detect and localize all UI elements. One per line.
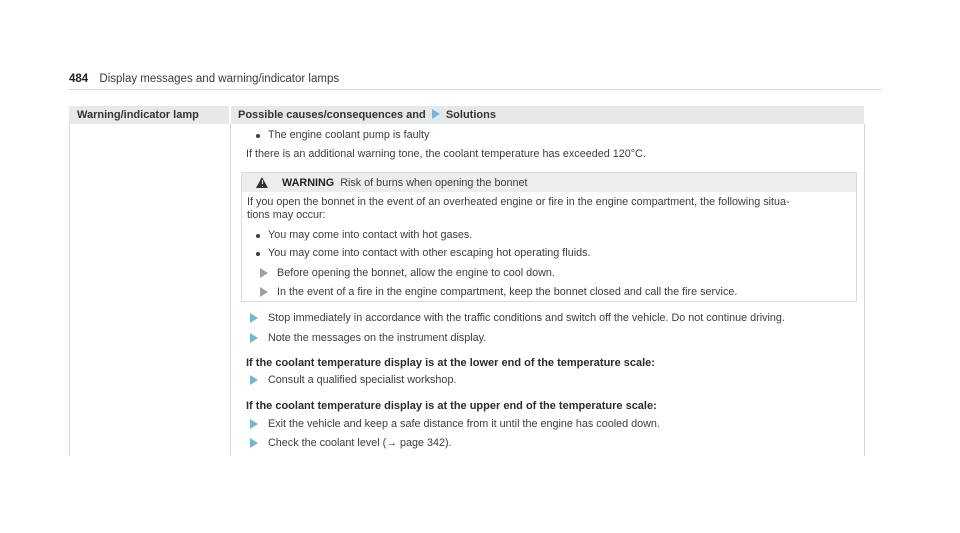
warning-step-1: Before opening the bonnet, allow the engine to cool down.	[277, 267, 555, 279]
warning-bullet-1: You may come into contact with hot gases.	[268, 229, 473, 241]
header-rule	[69, 89, 881, 90]
warning-box-header	[242, 173, 856, 192]
column-header-solutions: Solutions	[445, 109, 496, 121]
bullet-icon	[256, 252, 260, 256]
warning-body-line-2: tions may occur:	[247, 209, 326, 221]
table-column-divider	[230, 124, 231, 456]
step-arrow-icon	[250, 375, 258, 385]
step-note-messages: Note the messages on the instrument display.	[268, 332, 487, 344]
step-exit-vehicle: Exit the vehicle and keep a safe distance from it until the engine has cooled down.	[268, 418, 660, 430]
upper-end-heading: If the coolant temperature display is at the upper end of the temperature scale:	[246, 400, 657, 412]
warning-bullet-2: You may come into contact with other escaping hot operating fluids.	[268, 247, 591, 259]
step-check-coolant: Check the coolant level (→ page 342).	[268, 437, 452, 449]
step-stop-immediately: Stop immediately in accordance with the traffic conditions and switch off the vehicle. Do not continue driving.	[268, 312, 785, 324]
step-arrow-icon	[250, 333, 258, 343]
bullet-icon	[256, 234, 260, 238]
page-number: 484	[69, 73, 89, 85]
warning-step-2: In the event of a fire in the engine compartment, keep the bonnet closed and call the fire service.	[277, 286, 738, 298]
lower-end-heading: If the coolant temperature display is at the lower end of the temperature scale:	[246, 357, 655, 369]
step-arrow-icon	[250, 419, 258, 429]
bullet-icon	[256, 134, 260, 138]
warning-body-line-1: If you open the bonnet in the event of an overheated engine or fire in the engine compartment, the following situa-	[247, 196, 790, 208]
warning-exclamation-dot	[262, 186, 264, 188]
step-consult-workshop: Consult a qualified specialist workshop.	[268, 374, 457, 386]
warning-box	[241, 172, 857, 302]
page-header	[69, 73, 339, 85]
column-header-causes-solutions	[231, 106, 864, 124]
column-header-warning-lamp: Warning/indicator lamp	[69, 106, 229, 124]
warning-label: WARNING	[282, 177, 335, 189]
page-title: Display messages and warning/indicator lamps	[99, 73, 340, 85]
warning-tone-text: If there is an additional warning tone, the coolant temperature has exceeded 120°C.	[246, 148, 646, 160]
step-arrow-icon	[260, 268, 268, 278]
step-arrow-icon	[260, 287, 268, 297]
cause-pump-faulty: The engine coolant pump is faulty	[268, 129, 430, 141]
solution-arrow-icon	[432, 109, 440, 119]
warning-title: Risk of burns when opening the bonnet	[340, 177, 528, 189]
warning-exclamation-mark	[262, 180, 264, 184]
column-header-causes: Possible causes/consequences and	[238, 109, 426, 121]
warning-heading	[282, 177, 527, 190]
step-arrow-icon	[250, 313, 258, 323]
step-arrow-icon	[250, 438, 258, 448]
table-border-left	[69, 124, 70, 456]
table-border-right	[864, 124, 865, 456]
